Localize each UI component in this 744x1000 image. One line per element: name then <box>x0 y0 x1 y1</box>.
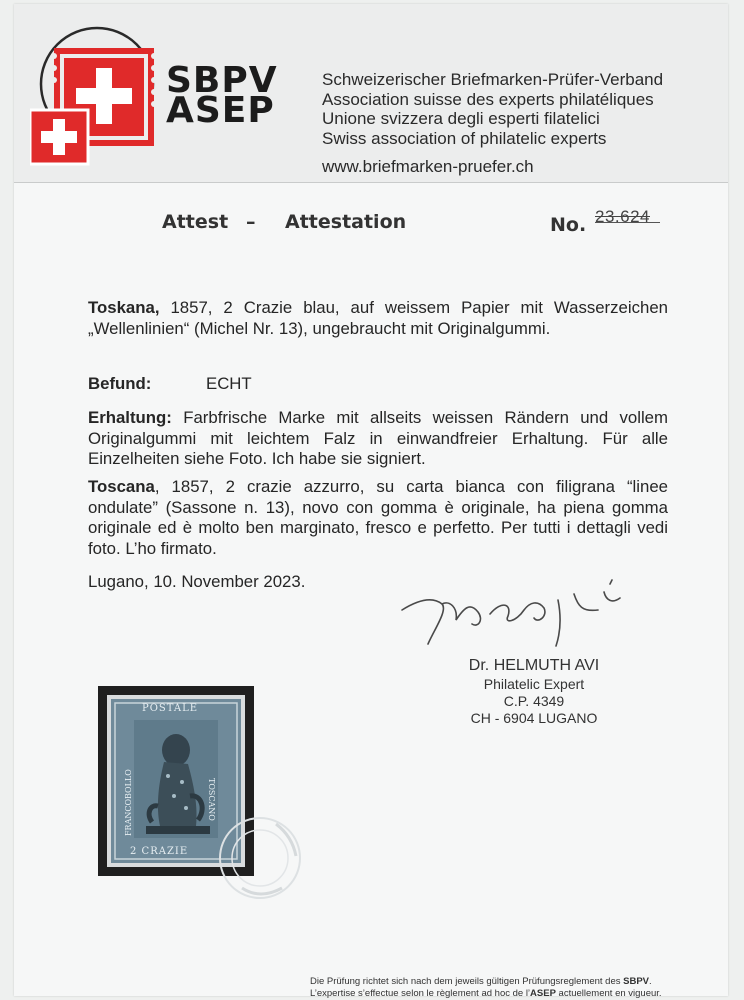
expert-block <box>444 656 624 727</box>
toscana-text: , 1857, 2 crazie azzurro, su carta bianca con filigrana “linee ondulate” (Sassone n. 13), novo con gomma è originale, ha piena gomma originale ed è molto ben marginato, fresco e perfetto. Per tutti i dettagli vedi foto. L’ho firmato. <box>88 477 668 558</box>
certificate-number: 23.624 <box>595 207 650 226</box>
footer-line-fr <box>310 988 690 1000</box>
expert-city: CH - 6904 LUGANO <box>470 710 598 726</box>
certificate-sheet <box>14 4 728 999</box>
association-name-de: Schweizerischer Briefmarken-Prüfer-Verband <box>322 70 664 89</box>
toskana-label: Toskana, <box>88 298 160 317</box>
toscana-label: Toscana <box>88 477 155 496</box>
stamp-right-label: TOSCANO <box>207 778 216 821</box>
description-de <box>88 298 668 339</box>
embossed-seal-icon <box>214 800 314 910</box>
certificate-number-label: No. <box>550 214 587 236</box>
footer-line-de-end: . <box>649 976 652 987</box>
stamp-value-label: 2 CRAZIE <box>130 846 189 857</box>
title-dash: – <box>246 211 256 233</box>
befund-label: Befund: <box>88 374 152 393</box>
association-name-en: Swiss association of philatelic experts <box>322 128 607 148</box>
stamp-top-label: POSTALE <box>142 703 199 714</box>
expert-po-box: C.P. 4349 <box>503 693 565 709</box>
befund-row <box>88 374 668 395</box>
footer-notice <box>310 976 690 999</box>
brand-asep: ASEP <box>166 90 275 131</box>
toskana-text: 1857, 2 Crazie blau, auf weissem Papier mit Wasserzeichen „Wellenlinien“ (Michel Nr. 13), ungebraucht mit Originalgummi. <box>88 298 668 338</box>
footer-line-fr-text: L’expertise s’effectue selon le règlement ad hoc de l’ <box>310 987 531 999</box>
sbpv-logo-icon <box>30 26 180 176</box>
association-names <box>322 70 663 148</box>
description-it <box>88 477 668 559</box>
place-date: Lugano, 10. November 2023. <box>88 572 306 591</box>
brand-wordmark <box>166 60 278 131</box>
brand-sbpv: SBPV <box>166 60 278 101</box>
expert-signature-icon <box>398 570 638 650</box>
erhaltung-label: Erhaltung: <box>88 408 172 427</box>
erhaltung-paragraph <box>88 408 668 470</box>
befund-value: ECHT <box>206 374 252 393</box>
expert-name: Dr. HELMUTH AVI <box>468 657 600 674</box>
footer-line-de-sbpv: SBPV <box>623 976 650 987</box>
title-attestation: Attestation <box>285 211 407 233</box>
footer-line-fr-end: actuellement en vigueur. <box>555 987 662 999</box>
erhaltung-text: Farbfrische Marke mit allseits weissen Rändern und vollem Originalgummi mit leichtem Falz in einwandfreier Erhaltung. Für alle Einzelheiten siehe Foto. Ich habe sie signiert. <box>88 408 668 468</box>
stamp-left-label: FRANCOBOLLO <box>124 769 133 836</box>
website-link[interactable]: www.briefmarken-pruefer.ch <box>322 157 534 176</box>
association-name-it: Unione svizzera degli esperti filatelici <box>322 109 600 128</box>
footer-line-de-text: Die Prüfung richtet sich nach dem jeweils gültigen Prüfungsreglement des <box>310 976 624 987</box>
footer-line-de <box>310 976 690 988</box>
title-attest: Attest <box>162 211 229 233</box>
association-name-fr: Association suisse des experts philatéliques <box>322 89 654 109</box>
footer-line-fr-asep: ASEP <box>530 987 556 999</box>
certificate-header <box>14 4 728 183</box>
expert-role: Philatelic Expert <box>483 676 585 692</box>
